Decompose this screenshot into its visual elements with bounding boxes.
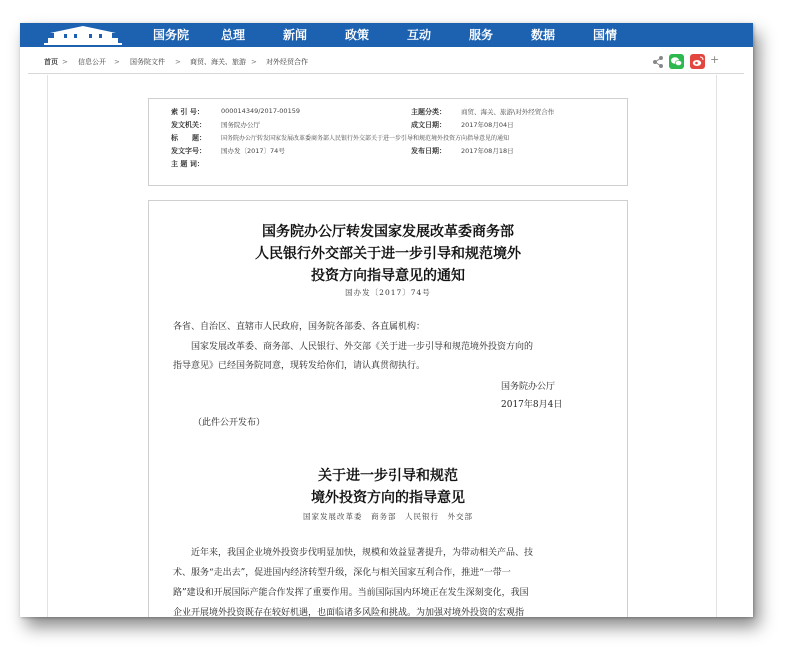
- meta-issuer-value: 国务院办公厅: [221, 121, 260, 129]
- doc-paragraph-line-2: 术、服务“走出去”，促进国内经济转型升级，深化与相关国家互利合作，推进“一带一: [173, 568, 511, 578]
- meta-keywords-label: 主 题 词：: [171, 160, 204, 168]
- document-body: [148, 200, 628, 617]
- doc-public-note: （此件公开发布）: [193, 418, 266, 428]
- breadcrumb-divider: [28, 73, 744, 74]
- breadcrumb: [20, 53, 753, 71]
- doc-title-line-3: 投资方向指导意见的通知: [311, 268, 465, 284]
- nav-item-news[interactable]: 新闻: [282, 28, 307, 42]
- doc-salutation: 各省、自治区、直辖市人民政府，国务院各部委、各直属机构：: [173, 322, 426, 332]
- breadcrumb-separator: >: [114, 58, 120, 66]
- share-icon[interactable]: [652, 55, 664, 69]
- nav-item-national-info[interactable]: 国情: [592, 28, 617, 42]
- weibo-icon[interactable]: [690, 54, 705, 69]
- meta-index-value: 000014349/2017-00159: [221, 107, 300, 115]
- nav-item-interaction[interactable]: 互动: [406, 28, 431, 42]
- nav-item-data[interactable]: 数据: [530, 28, 555, 42]
- doc-signature: 国务院办公厅: [501, 382, 556, 392]
- nav-item-services[interactable]: 服务: [468, 28, 493, 42]
- meta-date-written-value: 2017年08月04日: [461, 121, 514, 129]
- doc-subtitle-line-1: 关于进一步引导和规范: [318, 468, 458, 484]
- meta-publish-date-label: 发布日期：: [411, 147, 446, 155]
- meta-date-written-label: 成文日期：: [411, 121, 446, 129]
- doc-body-line-1: 国家发展改革委、商务部、人民银行、外交部《关于进一步引导和规范境外投资方向的: [191, 342, 534, 352]
- meta-category-value: 商贸、海关、旅游\对外经贸合作: [461, 108, 555, 116]
- document-metadata-box: [148, 98, 628, 186]
- breadcrumb-separator: >: [251, 58, 257, 66]
- wechat-icon[interactable]: [669, 54, 684, 69]
- doc-body-line-2: 指导意见》已经国务院同意，现转发给你们，请认真贯彻执行。: [173, 361, 426, 371]
- doc-paragraph-line-4: 企业开展境外投资既存在较好机遇，也面临诸多风险和挑战。为加强对境外投资的宏观指: [173, 608, 525, 617]
- meta-title-label: 标 题：: [171, 134, 206, 142]
- breadcrumb-info-disclosure[interactable]: 信息公开: [78, 58, 106, 66]
- doc-title-line-1: 国务院办公厅转发国家发展改革委商务部: [262, 224, 514, 240]
- doc-title-line-2: 人民银行外交部关于进一步引导和规范境外: [255, 246, 521, 262]
- meta-category-label: 主题分类：: [411, 108, 446, 116]
- tiananmen-logo-icon[interactable]: [30, 23, 140, 47]
- meta-publish-date-value: 2017年08月18日: [461, 147, 514, 155]
- doc-subtitle-line-2: 境外投资方向的指导意见: [311, 490, 465, 506]
- top-nav-bar: [20, 23, 753, 47]
- meta-title-value: 国务院办公厅转发国家发展改革委商务部人民银行外交部关于进一步引导和规范境外投资方向指导意见的通知: [221, 135, 510, 142]
- doc-departments: 国家发展改革委 商务部 人民银行 外交部: [303, 512, 473, 521]
- nav-item-state-council[interactable]: 国务院: [152, 28, 189, 42]
- breadcrumb-separator: >: [175, 58, 181, 66]
- browser-page: [20, 23, 753, 617]
- breadcrumb-state-council-docs[interactable]: 国务院文件: [130, 58, 165, 66]
- nav-item-premier[interactable]: 总理: [220, 28, 245, 42]
- meta-doc-no-value: 国办发〔2017〕74号: [221, 147, 285, 155]
- doc-sign-date: 2017年8月4日: [501, 400, 563, 410]
- meta-issuer-label: 发文机关：: [171, 121, 206, 129]
- meta-index-label: 索 引 号：: [171, 108, 204, 116]
- nav-item-policy[interactable]: 政策: [344, 28, 369, 42]
- breadcrumb-trade-customs-tourism[interactable]: 商贸、海关、旅游: [190, 58, 246, 66]
- breadcrumb-foreign-trade[interactable]: 对外经贸合作: [266, 58, 308, 66]
- doc-paragraph-line-1: 近年来，我国企业境外投资步伐明显加快，规模和效益显著提升，为带动相关产品、技: [191, 548, 534, 558]
- doc-paragraph-line-3: 路”建设和开展国际产能合作发挥了重要作用。当前国际国内环境正在发生深刻变化，我国: [173, 588, 529, 598]
- more-share-plus-icon[interactable]: +: [710, 53, 720, 66]
- doc-number: 国办发〔2017〕74号: [345, 288, 431, 297]
- meta-doc-no-label: 发文字号：: [171, 147, 206, 155]
- breadcrumb-separator: >: [62, 58, 68, 66]
- breadcrumb-home[interactable]: 首页: [44, 58, 58, 66]
